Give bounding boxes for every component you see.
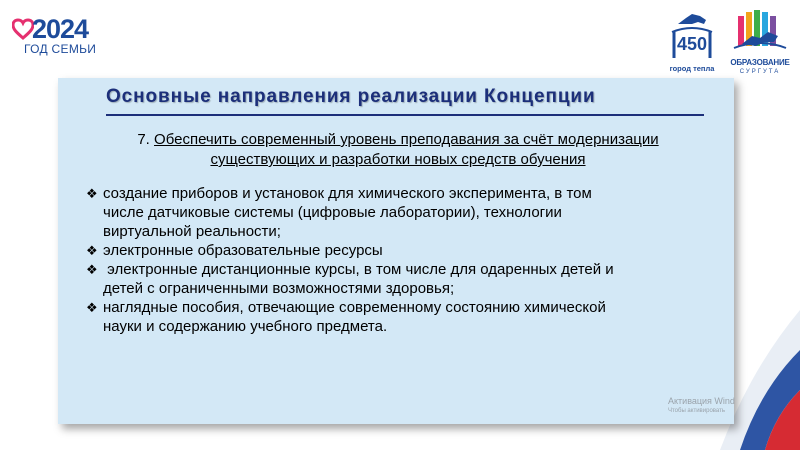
bullet-line: создание приборов и установок для химического эксперимента, в том: [103, 185, 592, 202]
education-logo-caption: ОБРАЗОВАНИЕ: [730, 58, 790, 67]
svg-text:450: 450: [676, 34, 708, 54]
bullet-marker-icon: ❖: [86, 300, 98, 315]
surgut-logo-caption: город тепла: [669, 64, 715, 73]
logo-year: 2024: [32, 14, 89, 44]
bullet-list: [86, 184, 726, 336]
bullet-line: числе датчиковые системы (цифровые лаборатории), технологии: [103, 204, 562, 221]
bullet-line: виртуальной реальности;: [103, 223, 281, 240]
activation-watermark: [668, 396, 735, 414]
heart-icon: [12, 18, 34, 40]
list-item: [86, 298, 726, 336]
bullet-marker-icon: ❖: [86, 243, 98, 258]
bullet-marker-icon: ❖: [86, 262, 98, 277]
list-item: [86, 184, 726, 241]
watermark-line2: Чтобы активировать: [668, 408, 725, 414]
bullet-line: электронные дистанционные курсы, в том числе для одаренных детей и: [103, 261, 614, 278]
list-item: [86, 260, 726, 298]
surgut-emblem-icon: [664, 10, 720, 64]
bullet-line: наглядные пособия, отвечающие современному состоянию химической: [103, 299, 606, 316]
education-logo-subcaption: СУРГУТА: [739, 69, 781, 75]
year-of-family-logo: [10, 12, 100, 58]
content-panel: [58, 78, 734, 424]
list-item: [86, 241, 726, 260]
logo-subtitle: ГОД СЕМЬИ: [24, 42, 97, 56]
point-text-line2: существующих и разработки новых средств обучения: [210, 151, 586, 168]
title-underline: [106, 114, 704, 116]
education-logo: [728, 8, 792, 80]
bullet-line: науки и содержанию учебного предмета.: [103, 318, 388, 335]
education-emblem-icon: [728, 8, 792, 56]
point-number: 7.: [137, 131, 150, 148]
bullet-line: электронные образовательные ресурсы: [103, 242, 383, 259]
bullet-marker-icon: ❖: [86, 186, 98, 201]
point-text-line1: Обеспечить современный уровень преподавания за счёт модернизации: [154, 131, 659, 148]
point-seven: [98, 130, 698, 170]
slide-title: Основные направления реализации Концепции: [106, 86, 596, 107]
surgut-logo: [664, 10, 720, 76]
bullet-line: детей с ограниченными возможностями здоровья;: [103, 280, 455, 297]
watermark-line1: Активация Wind: [668, 396, 735, 406]
